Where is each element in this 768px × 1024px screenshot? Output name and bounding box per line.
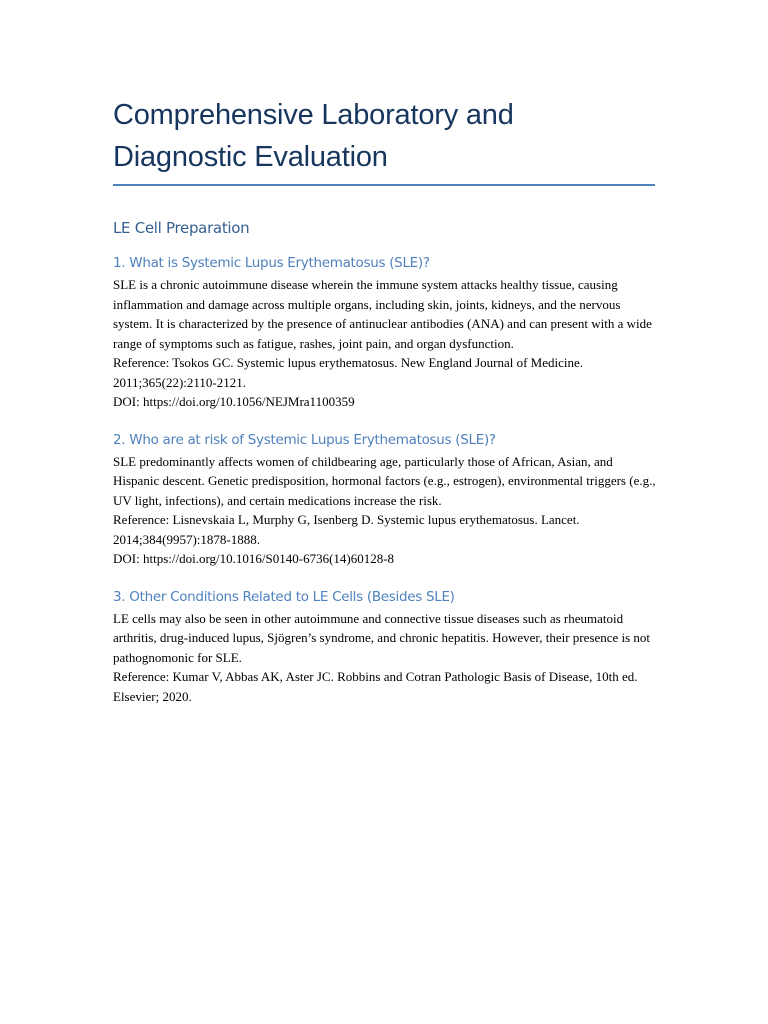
section-heading-le-cell-preparation: LE Cell Preparation — [113, 219, 250, 237]
section-what-is-sle — [113, 253, 656, 412]
title-underline-divider — [113, 184, 655, 186]
paragraph-body: SLE is a chronic autoimmune disease wherein the immune system attacks healthy tissue, causing inflammation and damage across multiple organs, including skin, joints, kidneys, and the nervous system. It is characterized by the presence of antinuclear antibodies (ANA) and can present with a wide range of symptoms such as fatigue, rashes, joint pain, and organ dysfunction. — [113, 277, 652, 351]
section-who-at-risk — [113, 430, 656, 569]
paragraph-body: SLE predominantly affects women of childbearing age, particularly those of African, Asian, and Hispanic descent. Genetic predisposition, hormonal factors (e.g., estrogen), environmental triggers (e.g., UV light, infections), and certain medications increase the risk. — [113, 453, 656, 508]
paragraph-body: LE cells may also be seen in other autoimmune and connective tissue diseases such as rheumatoid arthritis, drug-induced lupus, Sjögren’s syndrome, and chronic hepatitis. However, their presence is not pathognomonic for SLE. — [113, 610, 651, 665]
paragraph-reference: Reference: Tsokos GC. Systemic lupus erythematosus. New England Journal of Medicine. 2011;365(22):2110-2121. — [113, 355, 584, 390]
paragraph-doi: DOI: https://doi.org/10.1056/NEJMra1100359 — [113, 394, 355, 409]
subheading-what-is-sle: 1. What is Systemic Lupus Erythematosus (SLE)? — [113, 255, 430, 271]
document-title-line-1: Comprehensive Laboratory and — [113, 99, 514, 131]
paragraph-reference: Reference: Kumar V, Abbas AK, Aster JC. Robbins and Cotran Pathologic Basis of Disease, 10th ed. Elsevier; 2020. — [113, 669, 638, 704]
document-page — [113, 94, 656, 706]
paragraph-doi: DOI: https://doi.org/10.1016/S0140-6736(14)60128-8 — [113, 551, 395, 566]
subheading-other-conditions: 3. Other Conditions Related to LE Cells (Besides SLE) — [113, 588, 455, 605]
subheading-who-at-risk: 2. Who are at risk of Systemic Lupus Erythematosus (SLE)? — [113, 431, 496, 448]
document-title — [113, 94, 656, 178]
paragraph-reference: Reference: Lisnevskaia L, Murphy G, Isenberg D. Systemic lupus erythematosus. Lancet. 2014;384(9957):1878-1888. — [113, 512, 580, 547]
document-title-line-2: Diagnostic Evaluation — [113, 141, 388, 173]
section-other-conditions — [113, 587, 656, 707]
